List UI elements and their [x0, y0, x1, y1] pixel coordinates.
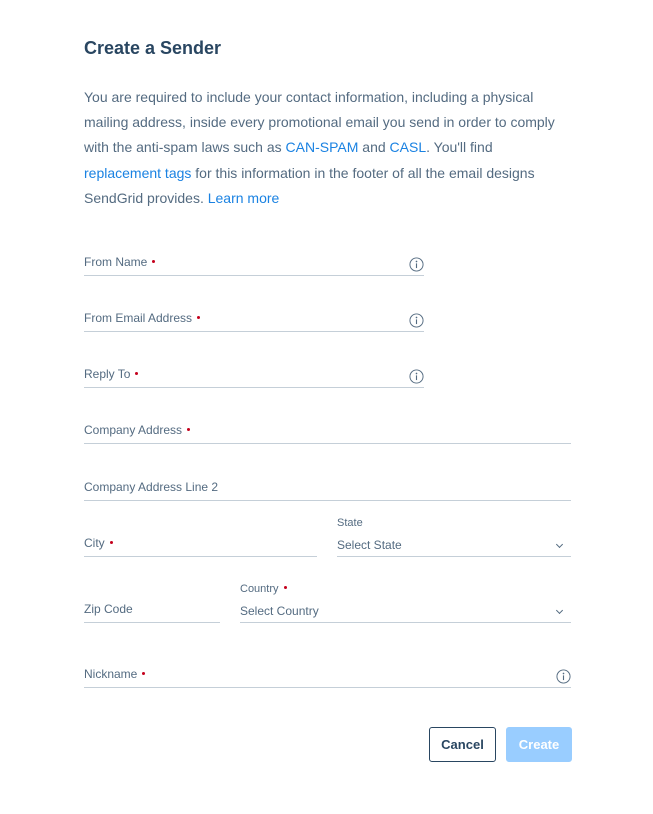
from-email-field[interactable] [84, 306, 424, 332]
nickname-field[interactable] [84, 662, 571, 688]
intro-text-part: and [358, 139, 390, 156]
casl-link[interactable]: CASL [389, 139, 427, 156]
required-indicator [110, 541, 113, 544]
intro-text [84, 85, 564, 211]
from-name-label-text: From Name [84, 255, 148, 269]
cancel-button[interactable]: Cancel [429, 727, 496, 762]
zip-code-field[interactable] [84, 597, 220, 623]
info-icon[interactable] [556, 669, 571, 684]
learn-more-link[interactable]: Learn more [207, 189, 280, 206]
state-label: State [337, 517, 363, 529]
from-name-label [84, 255, 155, 269]
country-label-text: Country [240, 583, 279, 595]
city-label [84, 536, 113, 550]
info-icon[interactable] [409, 257, 424, 272]
reply-to-field[interactable] [84, 362, 424, 388]
company-address-label [84, 423, 190, 437]
can-spam-link[interactable]: CAN-SPAM [285, 139, 359, 156]
country-label [240, 583, 287, 595]
chevron-down-icon [556, 607, 563, 614]
company-address-label-text: Company Address [84, 423, 183, 437]
country-value: Select Country [240, 604, 319, 618]
city-field[interactable] [84, 531, 317, 557]
nickname-label [84, 667, 145, 681]
zip-code-label: Zip Code [84, 602, 133, 616]
company-address-2-field[interactable] [84, 475, 571, 501]
reply-to-label-text: Reply To [84, 367, 131, 381]
required-indicator [142, 672, 145, 675]
nickname-label-text: Nickname [84, 667, 138, 681]
from-email-label-text: From Email Address [84, 311, 193, 325]
intro-text-part: You are required to include your contact information, including a physical mailing address, inside every promotional email you send in order to comply with the anti-spam laws such as [84, 89, 555, 156]
state-select[interactable] [337, 517, 571, 557]
from-name-field[interactable] [84, 250, 424, 276]
country-select[interactable] [240, 583, 571, 623]
intro-text-part: for this information in the footer of all the email designs SendGrid provides. [84, 164, 535, 206]
replacement-tags-link[interactable]: replacement tags [84, 164, 192, 181]
chevron-down-icon [556, 541, 563, 548]
required-indicator [284, 586, 287, 589]
create-button[interactable]: Create [506, 727, 572, 762]
required-indicator [152, 260, 155, 263]
required-indicator [197, 316, 200, 319]
city-label-text: City [84, 536, 105, 550]
info-icon[interactable] [409, 313, 424, 328]
required-indicator [187, 428, 190, 431]
state-value: Select State [337, 538, 402, 552]
from-email-label [84, 311, 200, 325]
required-indicator [135, 372, 138, 375]
company-address-2-label: Company Address Line 2 [84, 480, 219, 494]
page-title: Create a Sender [84, 38, 222, 58]
reply-to-label [84, 367, 138, 381]
intro-text-part: . You'll find [426, 139, 493, 156]
company-address-field[interactable] [84, 418, 571, 444]
info-icon[interactable] [409, 369, 424, 384]
